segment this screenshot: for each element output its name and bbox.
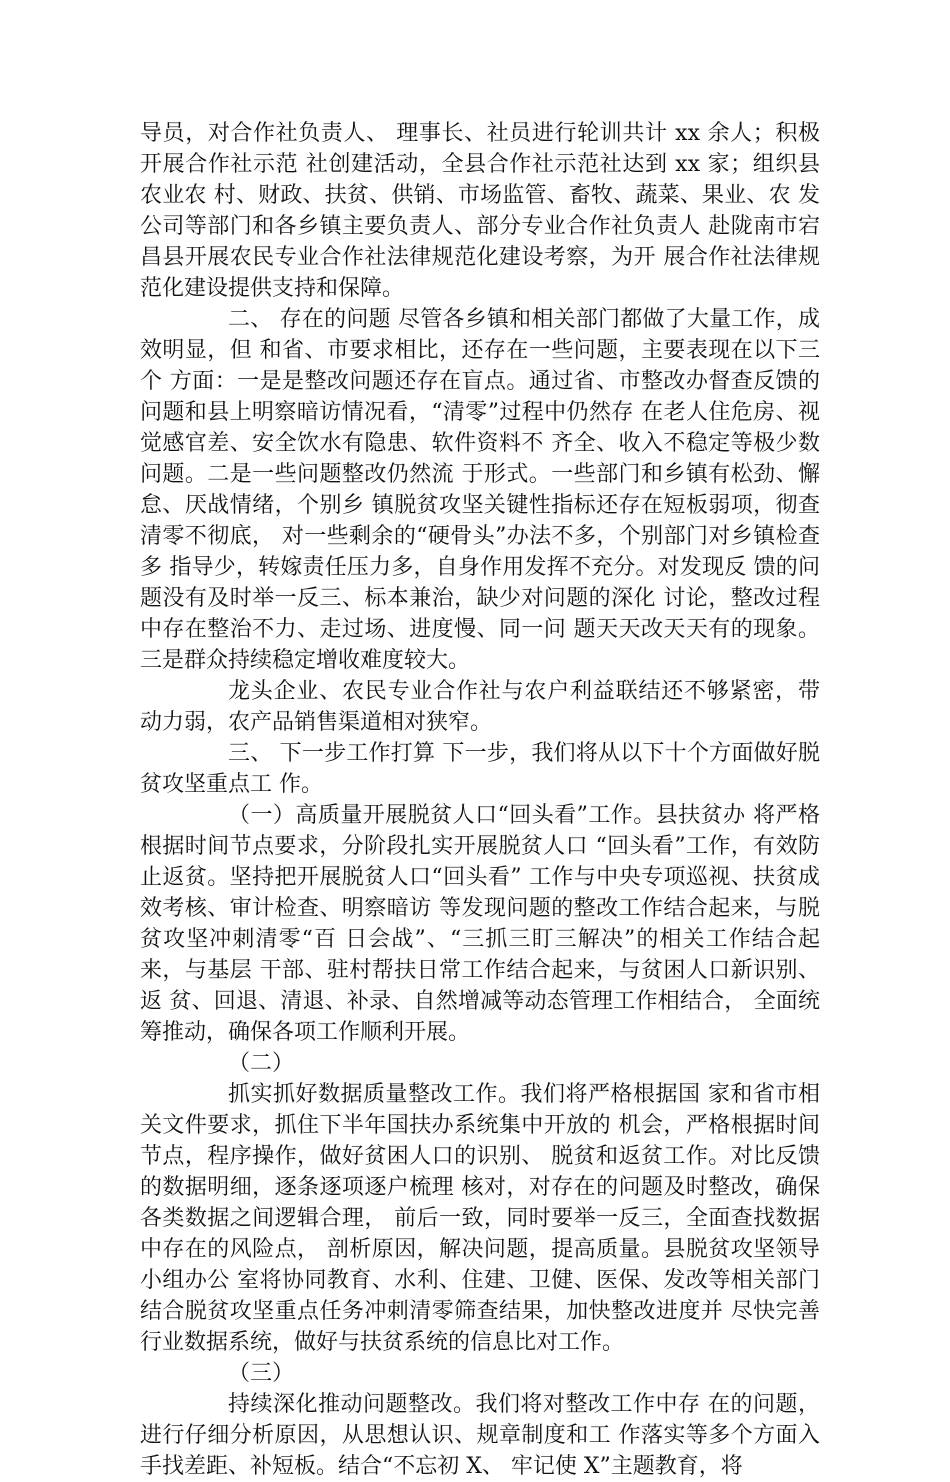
paragraph-item-one: （一）高质量开展脱贫人口“回头看”工作。县扶贫办 将严格根据时间节点要求，分阶段扎实开展脱贫人口 “回头看”工作，有效防止返贫。坚持把开展脱贫人口“回头看” 工作与中央专项巡视、扶贫成效考核、审计检查、明察暗访 等发现问题的整改工作结合起来，与脱贫攻坚冲刺清零“百 日会战”、“三抓三盯三解决”的相关工作结合起来，与基层 干部、驻村帮扶日常工作结合起来，与贫困人口新识别、返 贫、回退、清退、补录、自然增减等动态管理工作相结合， 全面统筹推动，确保各项工作顺利开展。 bbox=[140, 803, 820, 1045]
paragraph-training: 导员，对合作社负责人、 理事长、社员进行轮训共计 xx 余人；积极开展合作社示范 社创建活动，全县合作社示范社达到 xx 家；组织县农业农 村、财政、扶贫、供销、市场监管、畜牧、蔬菜、果业、农 发公司等部门和各乡镇主要负责人、部分专业合作社负责人 赴陇南市宕昌县开展农民专业合作社法律规范化建设考察，为开 展合作社法律规范化建设提供支持和保障。 bbox=[140, 121, 820, 301]
paragraph-existing-problems: 二、 存在的问题 尽管各乡镇和相关部门都做了大量工作，成效明显，但 和省、市要求相比，还存在一些问题，主要表现在以下三个 方面：一是是整改问题还存在盲点。通过省、市整改办督查反馈的问题和县上明察暗访情况看，“清零”过程中仍然存 在老人住危房、视觉感官差、安全饮水有隐患、软件资料不 齐全、收入不稳定等极少数问题。二是一些问题整改仍然流 于形式。一些部门和乡镇有松劲、懈怠、厌战情绪，个别乡 镇脱贫攻坚关键性指标还存在短板弱项，彻查清零不彻底， 对一些剩余的“硬骨头”办法不多，个别部门对乡镇检查多 指导少，转嫁责任压力多，自身作用发挥不充分。对发现反 馈的问题没有及时举一反三、标本兼治，缺少对问题的深化 讨论，整改过程中存在整治不力、走过场、进度慢、同一问 题天天改天天有的现象。三是群众持续稳定增收难度较大。 bbox=[140, 307, 820, 673]
paragraph-item-two-marker: （二） bbox=[228, 1051, 295, 1076]
document-body bbox=[140, 118, 820, 1482]
paragraph-item-two: 抓实抓好数据质量整改工作。我们将严格根据国 家和省市相关文件要求，抓住下半年国扶办系统集中开放的 机会，严格根据时间节点，程序操作，做好贫困人口的识别、 脱贫和返贫工作。对比反馈的数据明细，逐条逐项逐户梳理 核对，对存在的问题及时整改，确保各类数据之间逻辑合理， 前后一致，同时要举一反三，全面查找数据中存在的风险点， 剖析原因，解决问题，提高质量。县脱贫攻坚领导小组办公 室将协同教育、水利、住建、卫健、医保、发改等相关部门 结合脱贫攻坚重点任务冲刺清零筛查结果，加快整改进度并 尽快完善行业数据系统，做好与扶贫系统的信息比对工作。 bbox=[140, 1082, 820, 1355]
paragraph-item-three: 持续深化推动问题整改。我们将对整改工作中存 在的问题，进行仔细分析原因，从思想认识、规章制度和工 作落实等多个方面入手找差距、补短板。结合“不忘初 X、 牢记使 X”主题教育，将 bbox=[140, 1392, 820, 1479]
paragraph-item-three-marker: （三） bbox=[228, 1361, 295, 1386]
paragraph-leading-enterprises: 龙头企业、农民专业合作社与农户利益联结还不够紧密，带动力弱，农产品销售渠道相对狭窄。 bbox=[140, 679, 820, 735]
paragraph-next-steps-heading: 三、 下一步工作打算 下一步，我们将从以下十个方面做好脱贫攻坚重点工 作。 bbox=[140, 741, 820, 797]
